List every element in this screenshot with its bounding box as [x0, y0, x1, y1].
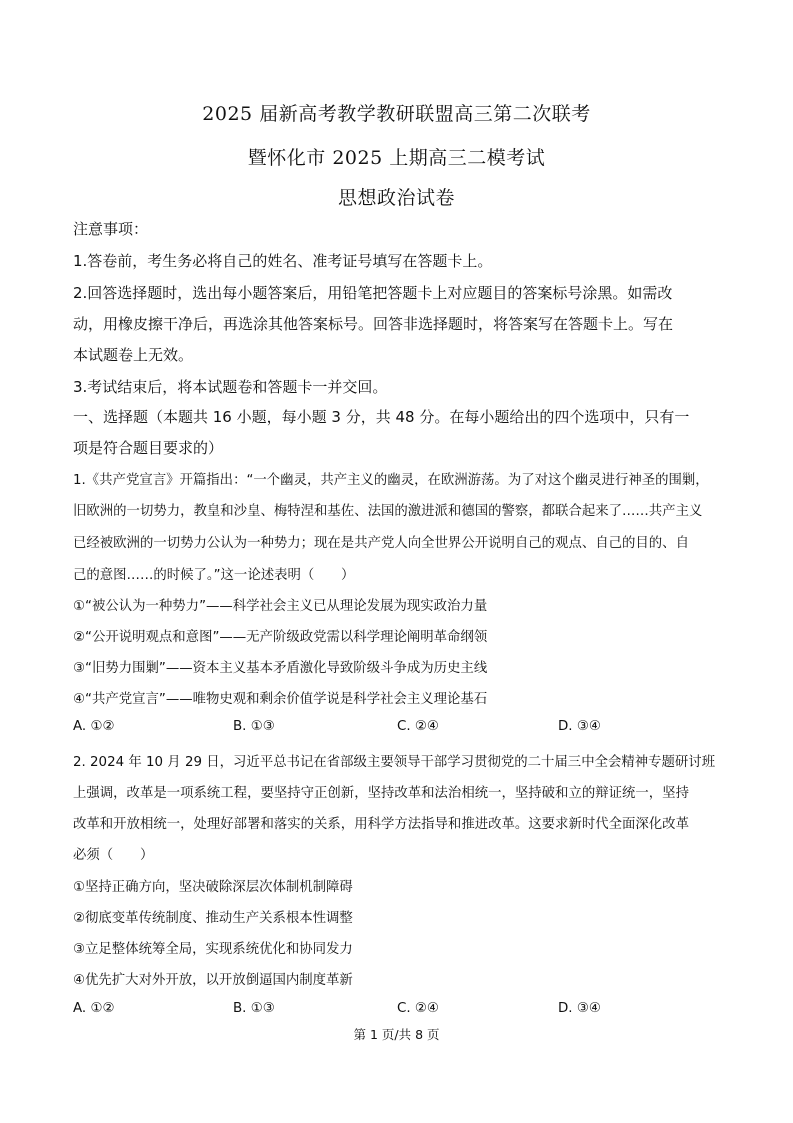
q2-stem-line: 必须（ ） — [73, 848, 154, 863]
notice-line: 本试题卷上无效。 — [73, 346, 194, 364]
exam-title-line-1: 2025 届新高考教学教研联盟高三第二次联考 — [202, 103, 591, 125]
exam-subject-title: 思想政治试卷 — [337, 187, 455, 209]
q1-statement: ③“旧势力围剿”——资本主义基本矛盾激化导致阶级斗争成为历史主线 — [73, 661, 488, 676]
notice-line: 2.回答选择题时，选出每小题答案后，用铅笔把答题卡上对应题目的答案标号涂黑。如需改 — [73, 284, 673, 302]
q1-stem-line: 旧欧洲的一切势力，教皇和沙皇、梅特涅和基佐、法国的激进派和德国的警察，都联合起来了……共产主义 — [73, 504, 703, 519]
q1-option-c[interactable]: C. ②④ — [397, 719, 439, 734]
q1-option-d[interactable]: D. ③④ — [558, 719, 601, 734]
q2-statement: ③立足整体统筹全局，实现系统优化和协同发力 — [73, 942, 353, 957]
q2-statement: ④优先扩大对外开放，以开放倒逼国内制度革新 — [73, 973, 353, 988]
q2-option-b[interactable]: B. ①③ — [233, 1001, 275, 1016]
q2-option-d[interactable]: D. ③④ — [558, 1001, 601, 1016]
notice-line: 动，用橡皮擦干净后，再选涂其他答案标号。回答非选择题时，将答案写在答题卡上。写在 — [73, 315, 674, 333]
exam-title-line-2: 暨怀化市 2025 上期高三二模考试 — [247, 147, 546, 169]
section-heading: 一、选择题（本题共 16 小题，每小题 3 分，共 48 分。在每小题给出的四个选项中，只有一 — [73, 408, 690, 426]
page-number: 第 1 页/共 8 页 — [353, 1027, 440, 1042]
q1-statement: ④“共产党宣言”——唯物史观和剩余价值学说是科学社会主义理论基石 — [73, 692, 488, 707]
q2-option-a[interactable]: A. ①② — [73, 1001, 115, 1016]
notice-line: 3.考试结束后，将本试题卷和答题卡一并交回。 — [73, 378, 388, 396]
q1-stem-line: 己的意图……的时候了。”这一论述表明（ ） — [73, 568, 355, 583]
q1-option-b[interactable]: B. ①③ — [233, 719, 275, 734]
q1-statement: ①“被公认为一种势力”——科学社会主义已从理论发展为现实政治力量 — [73, 599, 488, 614]
notice-heading: 注意事项： — [73, 220, 149, 238]
q2-statement: ①坚持正确方向，坚决破除深层次体制机制障碍 — [73, 880, 353, 895]
q1-option-a[interactable]: A. ①② — [73, 719, 115, 734]
q1-options — [73, 719, 733, 739]
q2-stem-line: 上强调，改革是一项系统工程，要坚持守正创新，坚持改革和法治相统一，坚持破和立的辩证统一，坚持 — [73, 786, 689, 801]
q2-statement: ②彻底变革传统制度、推动生产关系根本性调整 — [73, 911, 353, 926]
q2-stem-line: 2. 2024 年 10 月 29 日，习近平总书记在省部级主要领导干部学习贯彻党的二十届三中全会精神专题研讨班 — [73, 755, 716, 770]
q1-stem-line: 已经被欧洲的一切势力公认为一种势力；现在是共产党人向全世界公开说明自己的观点、自己的目的、自 — [73, 536, 689, 551]
q2-stem-line: 改革和开放相统一，处理好部署和落实的关系，用科学方法指导和推进改革。这要求新时代全面深化改革 — [73, 817, 689, 832]
notice-line: 1.答卷前，考生务必将自己的姓名、准考证号填写在答题卡上。 — [73, 252, 493, 270]
q2-options — [73, 1001, 733, 1021]
section-heading-cont: 项是符合题目要求的） — [73, 439, 224, 457]
q1-statement: ②“公开说明观点和意图”——无产阶级政党需以科学理论阐明革命纲领 — [73, 630, 488, 645]
q2-option-c[interactable]: C. ②④ — [397, 1001, 439, 1016]
q1-stem-line: 1.《共产党宣言》开篇指出：“一个幽灵，共产主义的幽灵，在欧洲游荡。为了对这个幽灵进行神圣的围剿， — [73, 473, 709, 488]
